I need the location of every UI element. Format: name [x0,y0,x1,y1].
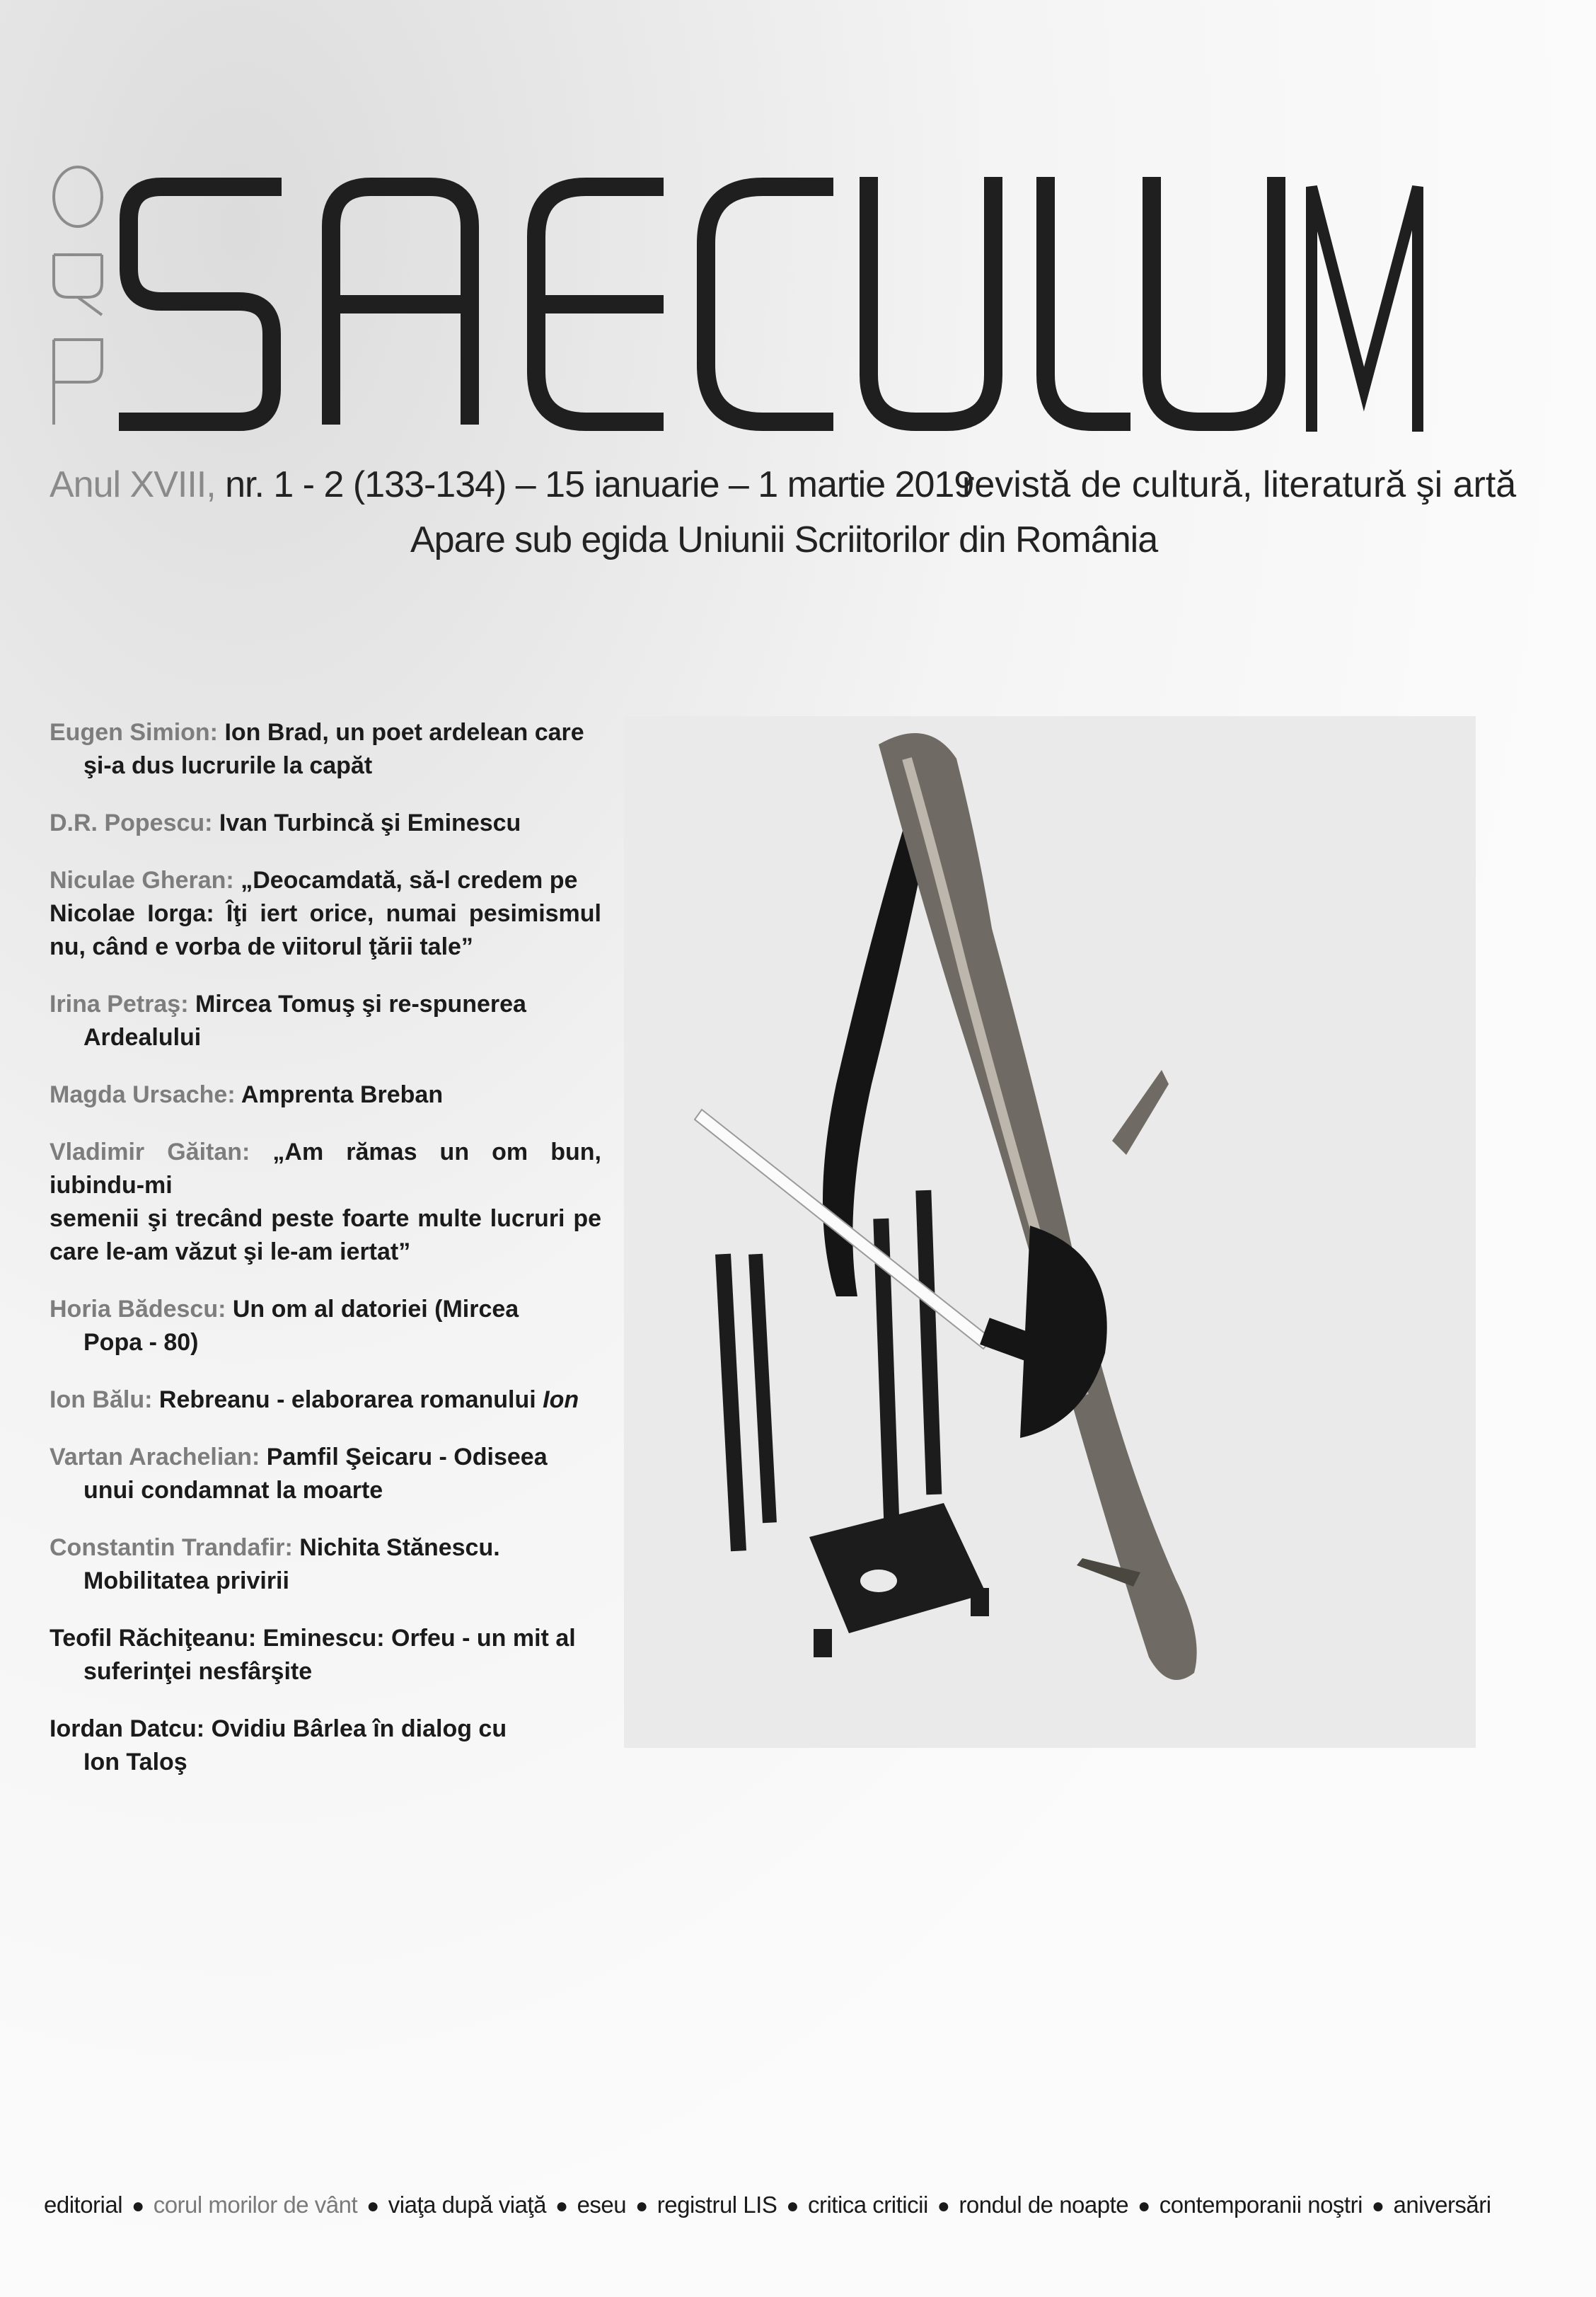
toc-author: Constantin Trandafir: [50,1534,293,1561]
toc-title-continued: semenii şi trecând peste foarte multe lucruri pe care le-am văzut şi le-am iertat” [50,1205,601,1265]
toc-title-continued: Ion Taloş [83,1749,187,1775]
section-label: corul morilor de vânt [153,2192,358,2218]
saeculum-logo [119,177,1442,432]
sculpture-photo [624,716,1476,1748]
bullet-icon: ● [1371,2194,1384,2218]
toc-title-continued: Ardealului [83,1024,202,1051]
section-label: viaţa după viaţă [388,2192,546,2218]
section-label: editorial [44,2192,123,2218]
bullet-icon: ● [366,2194,379,2218]
toc-item [50,1078,601,1112]
toc-item [50,1136,601,1269]
bullet-icon: ● [635,2194,648,2218]
bullet-icon: ● [1138,2194,1150,2218]
toc-item [50,1383,601,1417]
toc-title-continued: Popa - 80) [83,1329,199,1356]
toc-author: Teofil Răchiţeanu: [50,1625,257,1652]
toc-title: Amprenta Breban [235,1081,444,1108]
toc-title-continued: suferinţei nesfârşite [83,1658,313,1685]
toc-title: Ion Brad, un poet ardelean care [218,719,584,746]
section-label: aniversări [1393,2192,1491,2218]
section-label: eseu [577,2192,627,2218]
toc-author: Niculae Gheran: [50,867,234,894]
toc-author: D.R. Popescu: [50,810,213,836]
toc-author: Vladimir Găitan: [50,1139,250,1165]
toc-title: Pamfil Şeicaru - Odiseea [260,1444,548,1470]
toc-item [50,716,601,783]
toc-author: Iordan Datcu: [50,1715,205,1742]
toc-author: Eugen Simion: [50,719,218,746]
toc-item [50,1531,601,1598]
toc-title: Rebreanu - elaborarea romanului [152,1386,543,1413]
publisher-note: Apare sub egida Uniunii Scriitorilor din România [410,519,1158,560]
section-list [44,2192,1565,2218]
section-label: rondul de noapte [959,2192,1129,2218]
section-label: contemporanii noştri [1159,2192,1363,2218]
issue-line [50,464,1517,513]
toc-title: „Am rămas un om bun, iubindu-mi [50,1139,601,1199]
pro-logo [50,163,106,432]
bullet-icon: ● [786,2194,799,2218]
toc-title-continued: Mobilitatea privirii [83,1567,289,1594]
magazine-tagline: revistă de cultură, literatură şi artă [962,464,1517,505]
toc-title: Mircea Tomuş şi re-spunerea [188,991,526,1018]
toc-item [50,1712,601,1779]
toc-title: Un om al datoriei (Mircea [226,1296,519,1323]
toc-title: „Deocamdată, să-l credem pe [233,867,578,894]
toc-author: Vartan Arachelian: [50,1444,260,1470]
issue-number: nr. 1 - 2 (133-134) – 15 ianuarie – 1 martie 2019 [215,464,974,505]
toc-title-italic: Ion [543,1386,579,1413]
toc-title-continued: Nicolae Iorga: Îţi iert orice, numai pesimismul nu, când e vorba de viitorul ţării tale” [50,900,601,960]
toc-item [50,1293,601,1359]
table-of-contents [50,716,601,1803]
section-label: registrul LIS [657,2192,777,2218]
toc-author: Horia Bădescu: [50,1296,226,1323]
toc-author: Magda Ursache: [50,1081,236,1108]
toc-author: Irina Petraş: [50,991,189,1018]
toc-title-continued: şi-a dus lucrurile la capăt [83,752,373,779]
toc-title-continued: unui condamnat la moarte [83,1477,383,1504]
toc-item [50,1441,601,1507]
toc-title: Ovidiu Bârlea în dialog cu [204,1715,507,1742]
bullet-icon: ● [555,2194,568,2218]
section-label: critica criticii [807,2192,928,2218]
toc-title: Ivan Turbincă şi Eminescu [212,810,521,836]
toc-item [50,807,601,840]
issue-year: Anul XVIII, [50,464,216,505]
bullet-icon: ● [132,2194,144,2218]
bullet-icon: ● [937,2194,950,2218]
toc-item [50,988,601,1054]
toc-author: Ion Bălu: [50,1386,153,1413]
toc-title: Eminescu: Orfeu - un mit al [256,1625,576,1652]
toc-title: Nichita Stănescu. [292,1534,500,1561]
toc-item [50,864,601,964]
toc-item [50,1622,601,1688]
